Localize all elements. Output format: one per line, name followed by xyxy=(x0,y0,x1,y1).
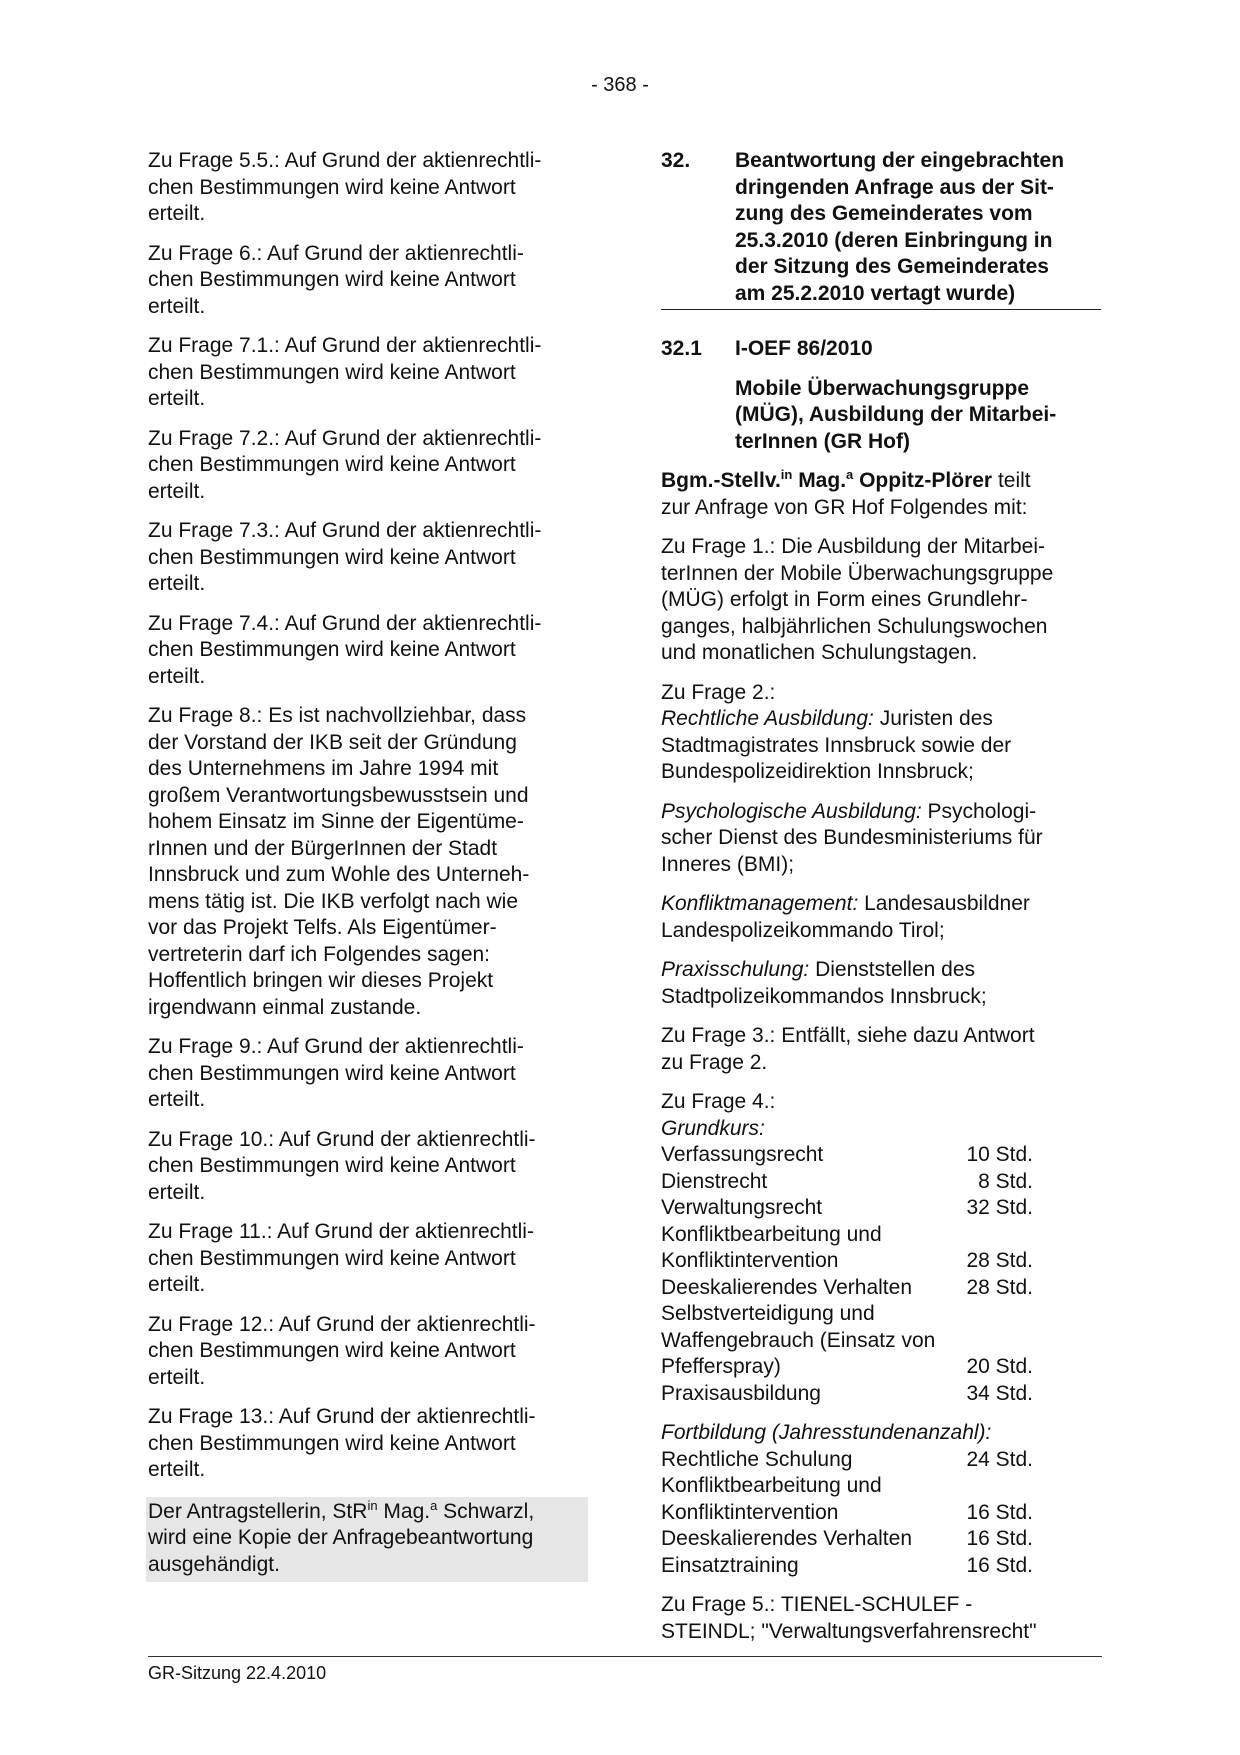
answer-q4 xyxy=(661,1089,1101,1407)
hours-row xyxy=(661,1169,1101,1196)
course-name: Praxisausbildung xyxy=(661,1381,821,1405)
training-provider-item xyxy=(661,891,1101,944)
course-name: Verfassungsrecht xyxy=(661,1143,824,1166)
training-provider-label: Psychologische Ausbildung: xyxy=(661,799,922,823)
grundkurs-label: Grundkurs: xyxy=(661,1116,765,1140)
footer-divider xyxy=(148,1656,1102,1657)
answer-paragraph: Zu Frage 12.: Auf Grund der aktienrechtli- chen Bestimmungen wird keine Antwort erteilt. xyxy=(148,1312,536,1389)
speaker-superscript-a: a xyxy=(846,467,854,482)
course-hours xyxy=(957,1473,1033,1500)
subsection-number: 32.1 xyxy=(661,337,702,360)
hours-row xyxy=(661,1248,1101,1275)
answer-paragraph: Zu Frage 7.1.: Auf Grund der aktienrechtli- chen Bestimmungen wird keine Antwort erteilt. xyxy=(148,334,542,410)
answer-paragraph: Zu Frage 13.: Auf Grund der aktienrechtli- chen Bestimmungen wird keine Antwort erteilt. xyxy=(148,1405,536,1481)
hours-row xyxy=(661,1328,1101,1355)
course-name: Einsatztraining xyxy=(661,1553,799,1577)
closing-superscript-a: a xyxy=(430,1497,438,1513)
training-provider-label: Konfliktmanagement: xyxy=(661,892,859,915)
fortbildung-block xyxy=(661,1420,1101,1579)
answer-q3: Zu Frage 3.: Entfällt, siehe dazu Antwort zu Frage 2. xyxy=(661,1024,1035,1074)
section-number: 32. xyxy=(661,149,691,172)
grundkurs-list xyxy=(661,1142,1101,1407)
course-hours: 16 Std. xyxy=(966,1500,1033,1524)
speaker-superscript-in: in xyxy=(780,467,793,482)
answer-paragraph: Zu Frage 7.2.: Auf Grund der aktienrechtli- chen Bestimmungen wird keine Antwort erteilt. xyxy=(148,426,542,503)
closing-text-start: Der Antragstellerin, StR xyxy=(148,1499,368,1523)
training-provider-label: Praxisschulung: xyxy=(661,958,810,981)
section-title: Beantwortung der eingebrachten dringenden Anfrage aus der Sit- zung des Gemeinderates vom 25.3.2010 (deren Einbringung in der Sitzung des Gemeinderates am 25.2.2010 vertagt wurde) xyxy=(735,149,1065,305)
hours-row xyxy=(661,1275,1101,1302)
page-number: - 368 - xyxy=(591,74,649,96)
subsection-heading xyxy=(661,336,1101,363)
answer-paragraph: Zu Frage 6.: Auf Grund der aktienrechtli- chen Bestimmungen wird keine Antwort erteilt. xyxy=(148,241,524,318)
course-hours: 24 Std. xyxy=(966,1447,1033,1471)
course-hours: 28 Std. xyxy=(966,1275,1033,1299)
closing-note xyxy=(146,1497,588,1583)
course-name: Verwaltungsrecht xyxy=(661,1196,823,1219)
left-column xyxy=(148,148,590,1595)
course-name: Konfliktbearbeitung und xyxy=(661,1474,882,1497)
training-provider-item xyxy=(661,706,1101,786)
hours-row xyxy=(661,1222,1101,1249)
course-hours xyxy=(957,1222,1033,1249)
course-hours: 32 Std. xyxy=(966,1196,1033,1219)
closing-text-mag: Mag. xyxy=(377,1499,431,1523)
course-name: Waffengebrauch (Einsatz von xyxy=(661,1328,936,1352)
course-name: Deeskalierendes Verhalten xyxy=(661,1275,912,1299)
section-heading xyxy=(661,148,1101,310)
hours-row xyxy=(661,1473,1101,1500)
speaker-intro-text: teilt zur Anfrage von GR Hof Folgendes mit: xyxy=(661,469,1031,519)
hours-row xyxy=(661,1195,1101,1222)
course-hours xyxy=(957,1301,1033,1328)
q2-heading: Zu Frage 2.: xyxy=(661,680,776,704)
hours-row xyxy=(661,1142,1101,1169)
hours-row xyxy=(661,1381,1101,1408)
training-provider-item xyxy=(661,957,1101,1010)
right-column xyxy=(661,148,1101,1658)
answer-q2 xyxy=(661,680,1101,1011)
course-hours: 34 Std. xyxy=(966,1381,1033,1405)
speaker-mag: Mag. xyxy=(792,469,847,492)
closing-text-end: Schwarzl, wird eine Kopie der Anfragebeantwortung ausgehändigt. xyxy=(148,1499,535,1576)
answer-paragraph: Zu Frage 9.: Auf Grund der aktienrechtli- chen Bestimmungen wird keine Antwort erteilt. xyxy=(148,1035,524,1111)
course-hours: 16 Std. xyxy=(966,1527,1033,1550)
hours-row xyxy=(661,1301,1101,1328)
hours-row xyxy=(661,1354,1101,1381)
subsection-title: Mobile Überwachungsgruppe (MÜG), Ausbildung der Mitarbei- terInnen (GR Hof) xyxy=(735,376,1057,453)
course-name: Pfefferspray) xyxy=(661,1355,781,1378)
course-hours: 20 Std. xyxy=(966,1355,1033,1378)
training-provider-text: Psychologi- scher Dienst des Bundesministeriums für Inneres (BMI); xyxy=(661,799,1043,876)
course-hours: 8 Std. xyxy=(978,1169,1033,1193)
hours-row xyxy=(661,1500,1101,1527)
course-hours xyxy=(957,1328,1033,1355)
training-provider-text: Landesausbildner Landespolizeikommando Tirol; xyxy=(661,892,1030,942)
course-name: Konfliktintervention xyxy=(661,1500,839,1524)
training-provider-label: Rechtliche Ausbildung: xyxy=(661,707,874,730)
course-hours: 28 Std. xyxy=(966,1249,1033,1272)
training-provider-text: Dienststellen des Stadtpolizeikommandos Innsbruck; xyxy=(661,958,987,1008)
answer-paragraph: Zu Frage 7.4.: Auf Grund der aktienrechtli- chen Bestimmungen wird keine Antwort erteilt. xyxy=(148,611,542,688)
closing-superscript-in: in xyxy=(367,1497,378,1513)
course-name: Selbstverteidigung und xyxy=(661,1302,875,1325)
course-name: Konfliktintervention xyxy=(661,1249,839,1272)
q2-items xyxy=(661,706,1101,1010)
answer-q1: Zu Frage 1.: Die Ausbildung der Mitarbei- terInnen der Mobile Überwachungsgruppe (MÜG) erfolgt in Form eines Grundlehr- ganges, halbjährlichen Schulungswochen und monatlichen Schulungstagen. xyxy=(661,535,1054,664)
course-name: Rechtliche Schulung xyxy=(661,1447,853,1471)
hours-row xyxy=(661,1553,1101,1580)
answer-paragraph: Zu Frage 11.: Auf Grund der aktienrechtli- chen Bestimmungen wird keine Antwort erteilt. xyxy=(148,1220,534,1296)
fortbildung-label: Fortbildung (Jahresstundenanzahl): xyxy=(661,1421,992,1444)
speaker-name: Oppitz-Plörer xyxy=(853,469,993,492)
training-provider-text: Juristen des Stadtmagistrates Innsbruck sowie der Bundespolizeidirektion Innsbruck; xyxy=(661,707,1012,783)
left-paragraphs xyxy=(148,148,590,1484)
hours-row xyxy=(661,1526,1101,1553)
answer-paragraph: Zu Frage 5.5.: Auf Grund der aktienrechtli- chen Bestimmungen wird keine Antwort erteilt. xyxy=(148,149,542,225)
speaker-intro xyxy=(661,468,1101,521)
course-name: Konfliktbearbeitung und xyxy=(661,1222,882,1246)
answer-paragraph: Zu Frage 8.: Es ist nachvollziehbar, dass der Vorstand der IKB seit der Gründung des Unternehmens im Jahre 1994 mit großem Verantwortungsbewusstsein und hohem Einsatz im Sinne der Eigentüme- rInnen und der BürgerInnen der Stadt Innsbruck und zum Wohle des Unterneh- mens tätig ist. Die IKB verfolgt nach wie vor das Projekt Telfs. Als Eigentümer- vertreterin darf ich Folgendes sagen: Hoffentlich bringen wir dieses Projekt irgendwann einmal zustande. xyxy=(148,704,530,1019)
answer-q5: Zu Frage 5.: TIENEL-SCHULEF - STEINDL; "Verwaltungsverfahrensrecht" xyxy=(661,1593,1037,1643)
answer-paragraph: Zu Frage 7.3.: Auf Grund der aktienrechtli- chen Bestimmungen wird keine Antwort erteilt. xyxy=(148,519,542,595)
training-provider-item xyxy=(661,799,1101,879)
footer-text: GR-Sitzung 22.4.2010 xyxy=(148,1663,327,1683)
course-hours: 16 Std. xyxy=(966,1553,1033,1577)
answer-paragraph: Zu Frage 10.: Auf Grund der aktienrechtli- chen Bestimmungen wird keine Antwort erteilt. xyxy=(148,1127,536,1204)
subsection-id: I-OEF 86/2010 xyxy=(735,337,873,360)
course-hours: 10 Std. xyxy=(966,1143,1033,1166)
course-name: Deeskalierendes Verhalten xyxy=(661,1527,912,1550)
hours-row xyxy=(661,1447,1101,1474)
speaker-title: Bgm.-Stellv. xyxy=(661,469,781,492)
q4-heading: Zu Frage 4.: xyxy=(661,1090,776,1113)
fortbildung-list xyxy=(661,1447,1101,1580)
course-name: Dienstrecht xyxy=(661,1169,768,1193)
